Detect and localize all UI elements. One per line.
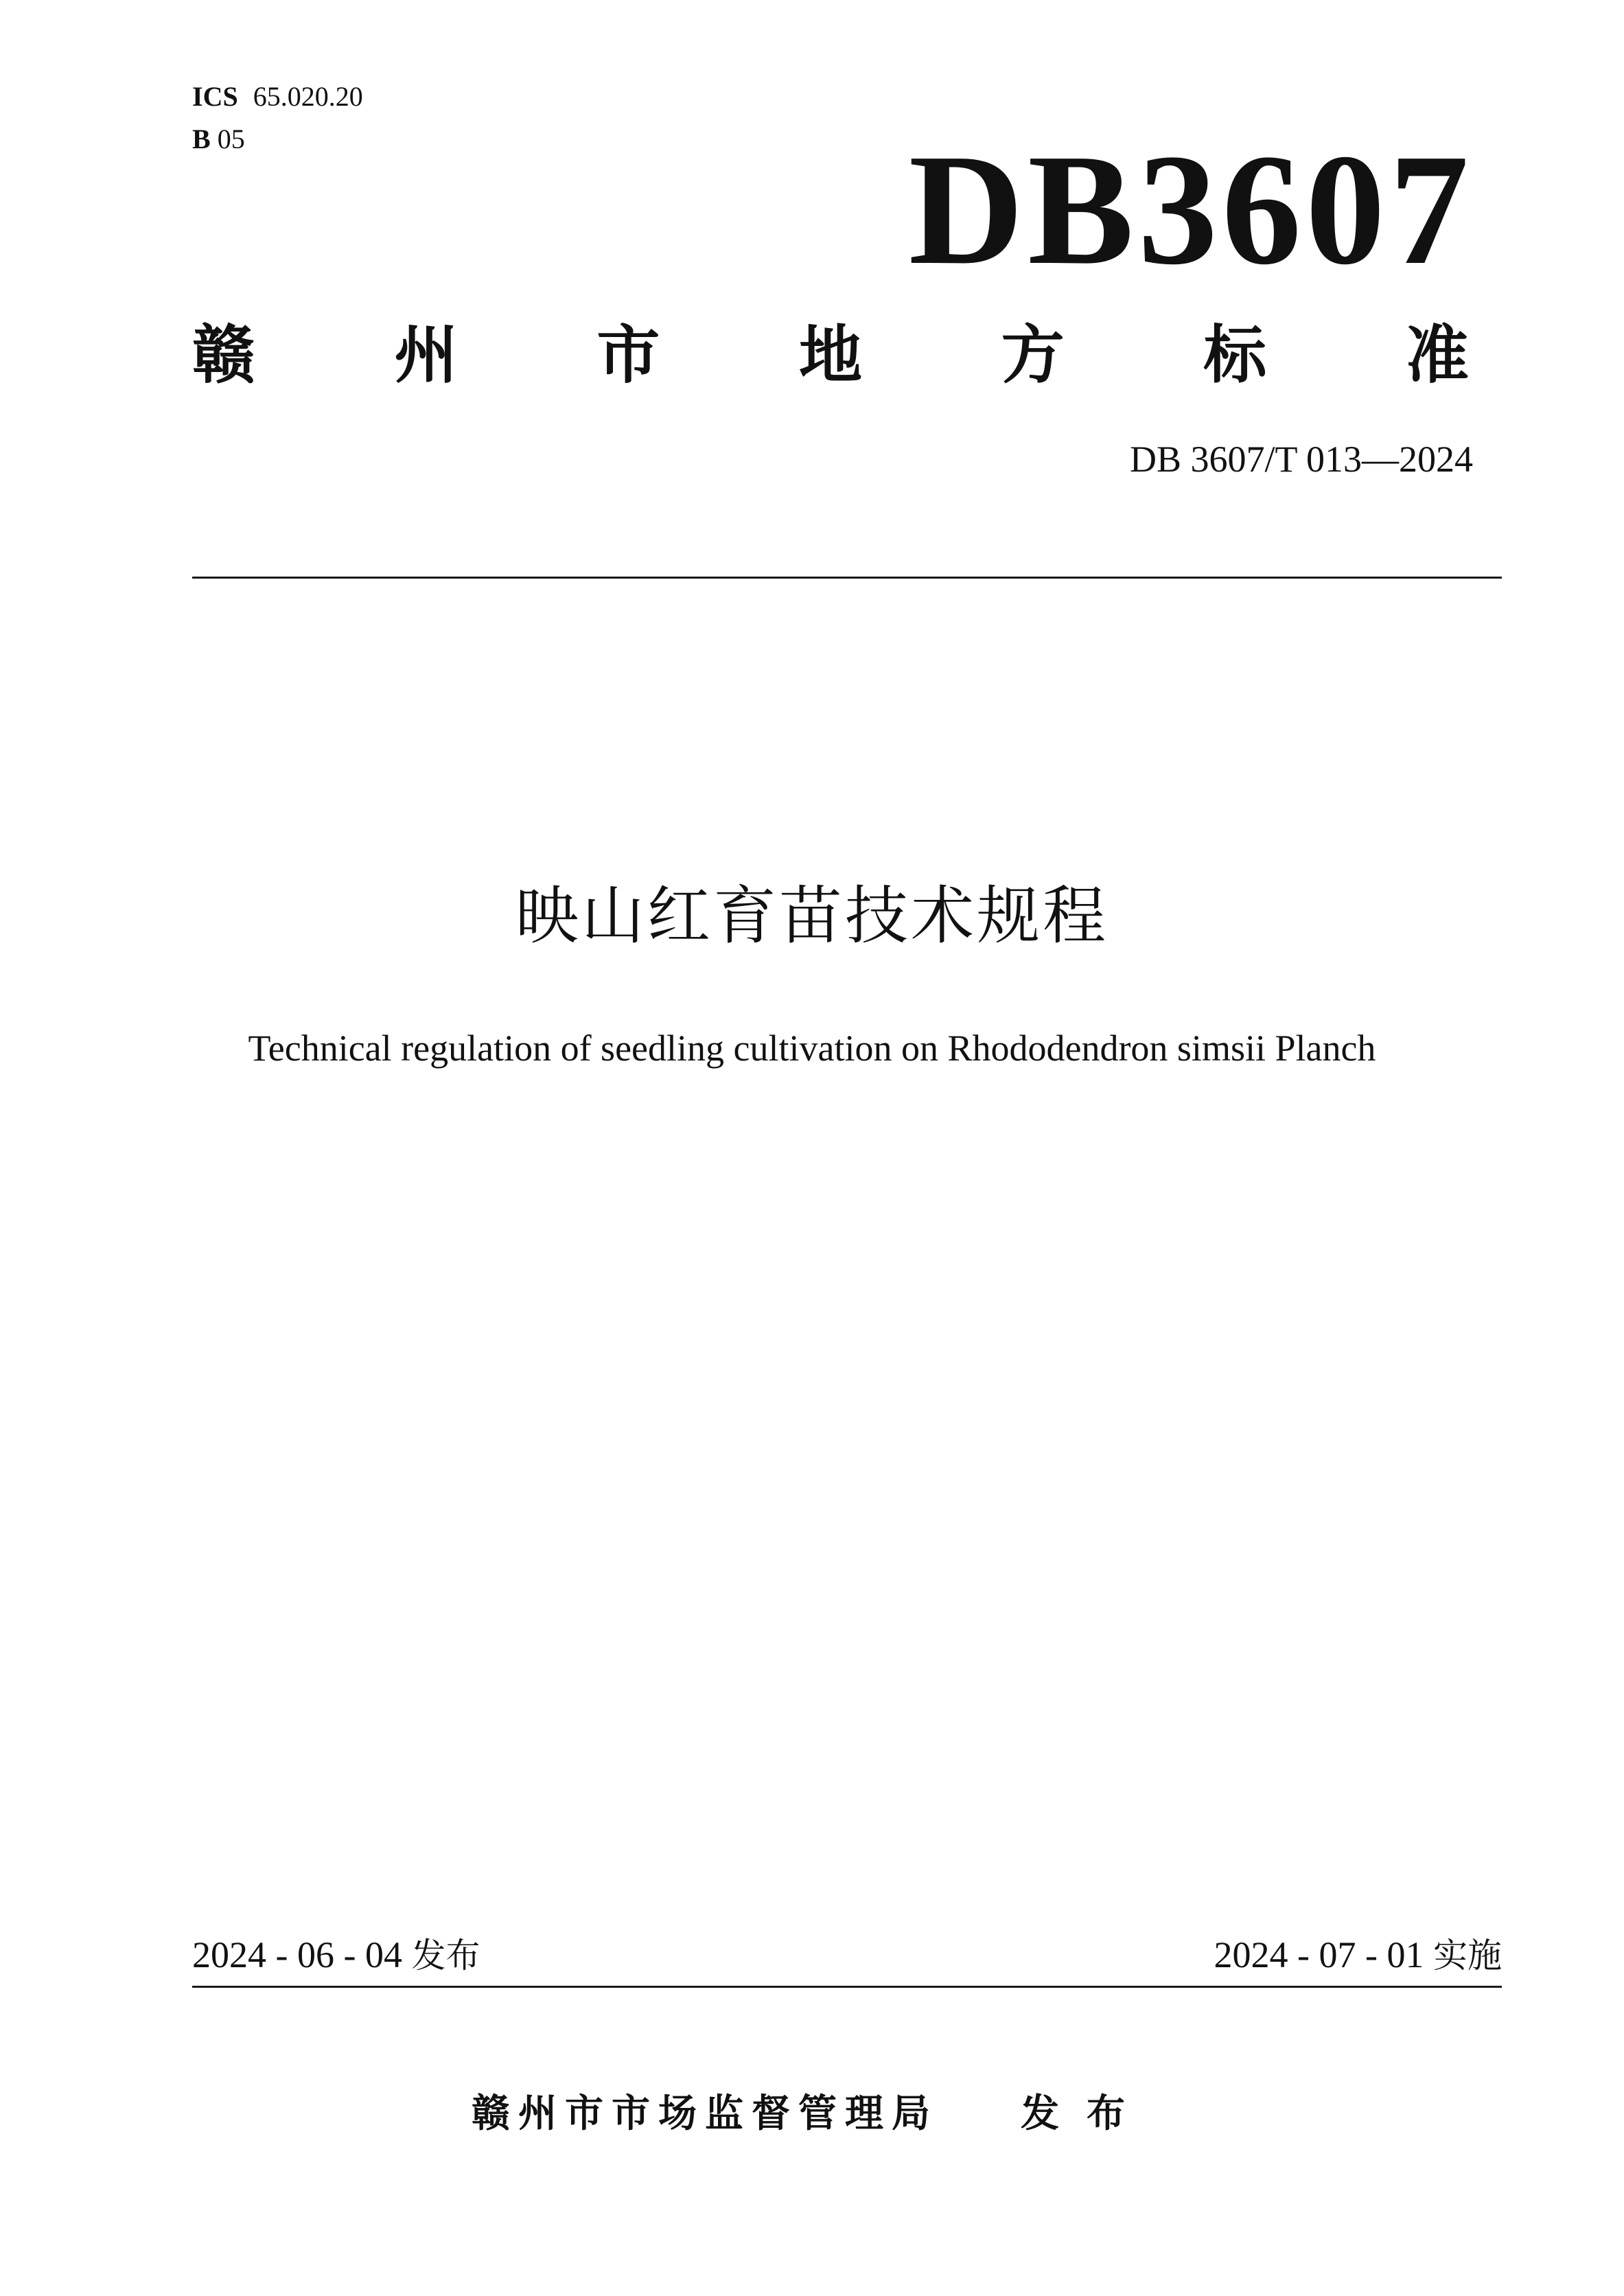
issue-label: 发布	[411, 1936, 480, 1975]
publisher-line	[0, 2090, 1624, 2138]
standard-type-char: 赣	[192, 318, 256, 392]
standard-type-char: 标	[1203, 318, 1267, 392]
ccs-classification	[192, 124, 245, 155]
standard-type-heading	[192, 314, 1469, 397]
ics-code: 65.020.20	[253, 81, 363, 112]
ics-label: ICS	[192, 81, 238, 112]
title-chinese: 映山红育苗技术规程	[515, 879, 1109, 953]
issue-date: 2024 - 06 - 04	[192, 1934, 402, 1975]
ics-classification	[192, 81, 363, 113]
standard-type-char: 地	[798, 318, 862, 392]
implementation-label: 实施	[1433, 1936, 1502, 1975]
title-english: Technical regulation of seedling cultivation on Rhododendron simsii Planch	[248, 1028, 1376, 1069]
standard-type-char: 方	[1001, 318, 1065, 392]
bottom-divider	[192, 1986, 1502, 1988]
publisher-name: 赣州市市场监督管理局	[472, 2091, 938, 2136]
implementation-date: 2024 - 07 - 01	[1214, 1934, 1424, 1975]
standard-type-char: 准	[1405, 318, 1469, 392]
implementation-date-line	[1214, 1934, 1502, 1977]
standard-type-char: 市	[596, 318, 660, 392]
issue-date-line	[192, 1934, 480, 1977]
top-divider	[192, 577, 1502, 579]
standard-type-char: 州	[394, 318, 458, 392]
standard-code-mark: DB3607	[908, 121, 1473, 298]
ccs-label: B	[192, 124, 211, 154]
publisher-action: 发布	[1021, 2091, 1152, 2136]
ccs-code: 05	[217, 124, 245, 154]
standard-number: DB 3607/T 013—2024	[1129, 439, 1473, 480]
